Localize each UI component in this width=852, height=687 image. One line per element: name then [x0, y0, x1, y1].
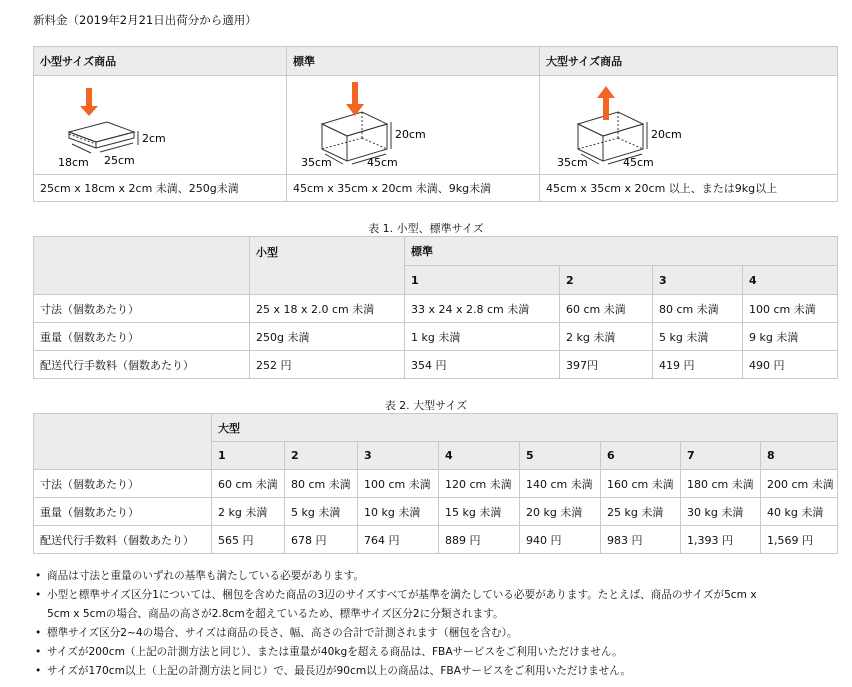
- table-cell: 889 円: [439, 526, 520, 554]
- large-width-label: 45cm: [623, 156, 654, 169]
- table1-corner: [34, 237, 250, 295]
- table2-subheader: 5: [520, 442, 601, 470]
- list-item: • サイズが200cm（上記の計測方法と同じ）、または重量が40kgを超える商品は、FBAサービスをご利用いただけません。: [33, 643, 833, 662]
- small-box-illustration: [34, 76, 287, 171]
- table-cell: 25 kg 未満: [601, 498, 681, 526]
- table-cell: 200 cm 未満: [761, 470, 838, 498]
- row-label: 寸法（個数あたり）: [34, 470, 212, 498]
- large-size-diagram-cell: [540, 76, 838, 175]
- row-label: 重量（個数あたり）: [34, 498, 212, 526]
- small-size-diagram-cell: [34, 76, 287, 175]
- small-depth-label: 18cm: [58, 156, 89, 169]
- table-cell: 5 kg 未満: [653, 323, 743, 351]
- table-cell: 9 kg 未満: [743, 323, 838, 351]
- table1-caption: 表 1. 小型、標準サイズ: [368, 222, 484, 235]
- size-category-table: [33, 46, 838, 202]
- table-cell: 33 x 24 x 2.8 cm 未満: [405, 295, 560, 323]
- table-cell: 40 kg 未満: [761, 498, 838, 526]
- page-heading: 新料金（2019年2月21日出荷分から適用）: [33, 13, 257, 27]
- down-arrow-icon: [346, 82, 364, 116]
- table1-subheader: 2: [560, 266, 653, 295]
- table-cell: 983 円: [601, 526, 681, 554]
- table-row: [34, 526, 838, 554]
- header-large-size: 大型サイズ商品: [540, 47, 838, 76]
- table1-group-standard: 標準: [405, 237, 838, 266]
- list-item: • サイズが170cm以上（上記の計測方法と同じ）で、最長辺が90cm以上の商品は、FBAサービスをご利用いただけません。: [33, 662, 833, 681]
- table2-group-large: 大型: [212, 414, 838, 442]
- table-cell: 80 cm 未満: [653, 295, 743, 323]
- notes-list: [33, 567, 833, 681]
- small-width-label: 25cm: [104, 154, 135, 167]
- table2-subheader: 4: [439, 442, 520, 470]
- table-cell: 120 cm 未満: [439, 470, 520, 498]
- small-height-label: 2cm: [142, 132, 166, 145]
- table-cell: 2 kg 未満: [560, 323, 653, 351]
- up-arrow-icon: [597, 86, 615, 120]
- table1-subheader: 3: [653, 266, 743, 295]
- table-cell: 250g 未満: [250, 323, 405, 351]
- table-cell: 565 円: [212, 526, 285, 554]
- down-arrow-icon: [80, 88, 98, 116]
- table-cell: 20 kg 未満: [520, 498, 601, 526]
- large-size-description: 45cm x 35cm x 20cm 以上、または9kg以上: [540, 175, 838, 202]
- table-cell: 940 円: [520, 526, 601, 554]
- table-cell: 160 cm 未満: [601, 470, 681, 498]
- large-box-illustration: [540, 76, 838, 171]
- table2-subheader: 7: [681, 442, 761, 470]
- table-cell: 100 cm 未満: [743, 295, 838, 323]
- standard-size-diagram-cell: [287, 76, 540, 175]
- row-label: 配送代行手数料（個数あたり）: [34, 526, 212, 554]
- note-line: 5cm x 5cmの場合、商品の高さが2.8cmを超えているため、標準サイズ区分2に分類されます。: [47, 608, 504, 620]
- large-depth-label: 35cm: [557, 156, 588, 169]
- table-row: [34, 323, 838, 351]
- list-item: [33, 586, 833, 624]
- table-cell: 140 cm 未満: [520, 470, 601, 498]
- table2-subheader: 6: [601, 442, 681, 470]
- table-cell: 60 cm 未満: [212, 470, 285, 498]
- table-cell: 2 kg 未満: [212, 498, 285, 526]
- table-row: [34, 295, 838, 323]
- table2-subheader: 2: [285, 442, 358, 470]
- small-size-description: 25cm x 18cm x 2cm 未満、250g未満: [34, 175, 287, 202]
- table-cell: 1 kg 未満: [405, 323, 560, 351]
- list-item: • 標準サイズ区分2~4の場合、サイズは商品の長さ、幅、高さの合計で計測されます（梱包を含む）。: [33, 624, 833, 643]
- table-cell: 5 kg 未満: [285, 498, 358, 526]
- table-cell: 180 cm 未満: [681, 470, 761, 498]
- standard-width-label: 45cm: [367, 156, 398, 169]
- table-row: [34, 351, 838, 379]
- row-label: 重量（個数あたり）: [34, 323, 250, 351]
- table1-group-small: 小型: [250, 237, 405, 295]
- table2-subheader: 1: [212, 442, 285, 470]
- header-small-size: 小型サイズ商品: [34, 47, 287, 76]
- table-cell: 354 円: [405, 351, 560, 379]
- table-row: [34, 470, 838, 498]
- table-cell: 15 kg 未満: [439, 498, 520, 526]
- table-cell: 25 x 18 x 2.0 cm 未満: [250, 295, 405, 323]
- table-row: [34, 498, 838, 526]
- table-cell: 764 円: [358, 526, 439, 554]
- table-cell: 30 kg 未満: [681, 498, 761, 526]
- table-cell: 1,393 円: [681, 526, 761, 554]
- table-cell: 490 円: [743, 351, 838, 379]
- note-line: 小型と標準サイズ区分1については、梱包を含めた商品の3辺のサイズすべてが基準を満たしている必要があります。たとえば、商品のサイズが5cm x: [47, 589, 757, 601]
- standard-box-illustration: [287, 76, 540, 171]
- table-cell: 252 円: [250, 351, 405, 379]
- large-height-label: 20cm: [651, 128, 682, 141]
- table2-subheader: 8: [761, 442, 838, 470]
- table-cell: 1,569 円: [761, 526, 838, 554]
- row-label: 配送代行手数料（個数あたり）: [34, 351, 250, 379]
- table2-corner: [34, 414, 212, 470]
- standard-size-description: 45cm x 35cm x 20cm 未満、9kg未満: [287, 175, 540, 202]
- table-cell: 678 円: [285, 526, 358, 554]
- table2-large: [33, 413, 838, 554]
- table2-caption: 表 2. 大型サイズ: [384, 399, 468, 412]
- table1-subheader: 1: [405, 266, 560, 295]
- header-standard-size: 標準: [287, 47, 540, 76]
- table-cell: 60 cm 未満: [560, 295, 653, 323]
- table-cell: 10 kg 未満: [358, 498, 439, 526]
- standard-height-label: 20cm: [395, 128, 426, 141]
- standard-depth-label: 35cm: [301, 156, 332, 169]
- table2-subheader: 3: [358, 442, 439, 470]
- table-cell: 397円: [560, 351, 653, 379]
- table-cell: 419 円: [653, 351, 743, 379]
- table-cell: 80 cm 未満: [285, 470, 358, 498]
- list-item: • 商品は寸法と重量のいずれの基準も満たしている必要があります。: [33, 567, 833, 586]
- row-label: 寸法（個数あたり）: [34, 295, 250, 323]
- table1-subheader: 4: [743, 266, 838, 295]
- table-cell: 100 cm 未満: [358, 470, 439, 498]
- table1-small-standard: [33, 236, 838, 379]
